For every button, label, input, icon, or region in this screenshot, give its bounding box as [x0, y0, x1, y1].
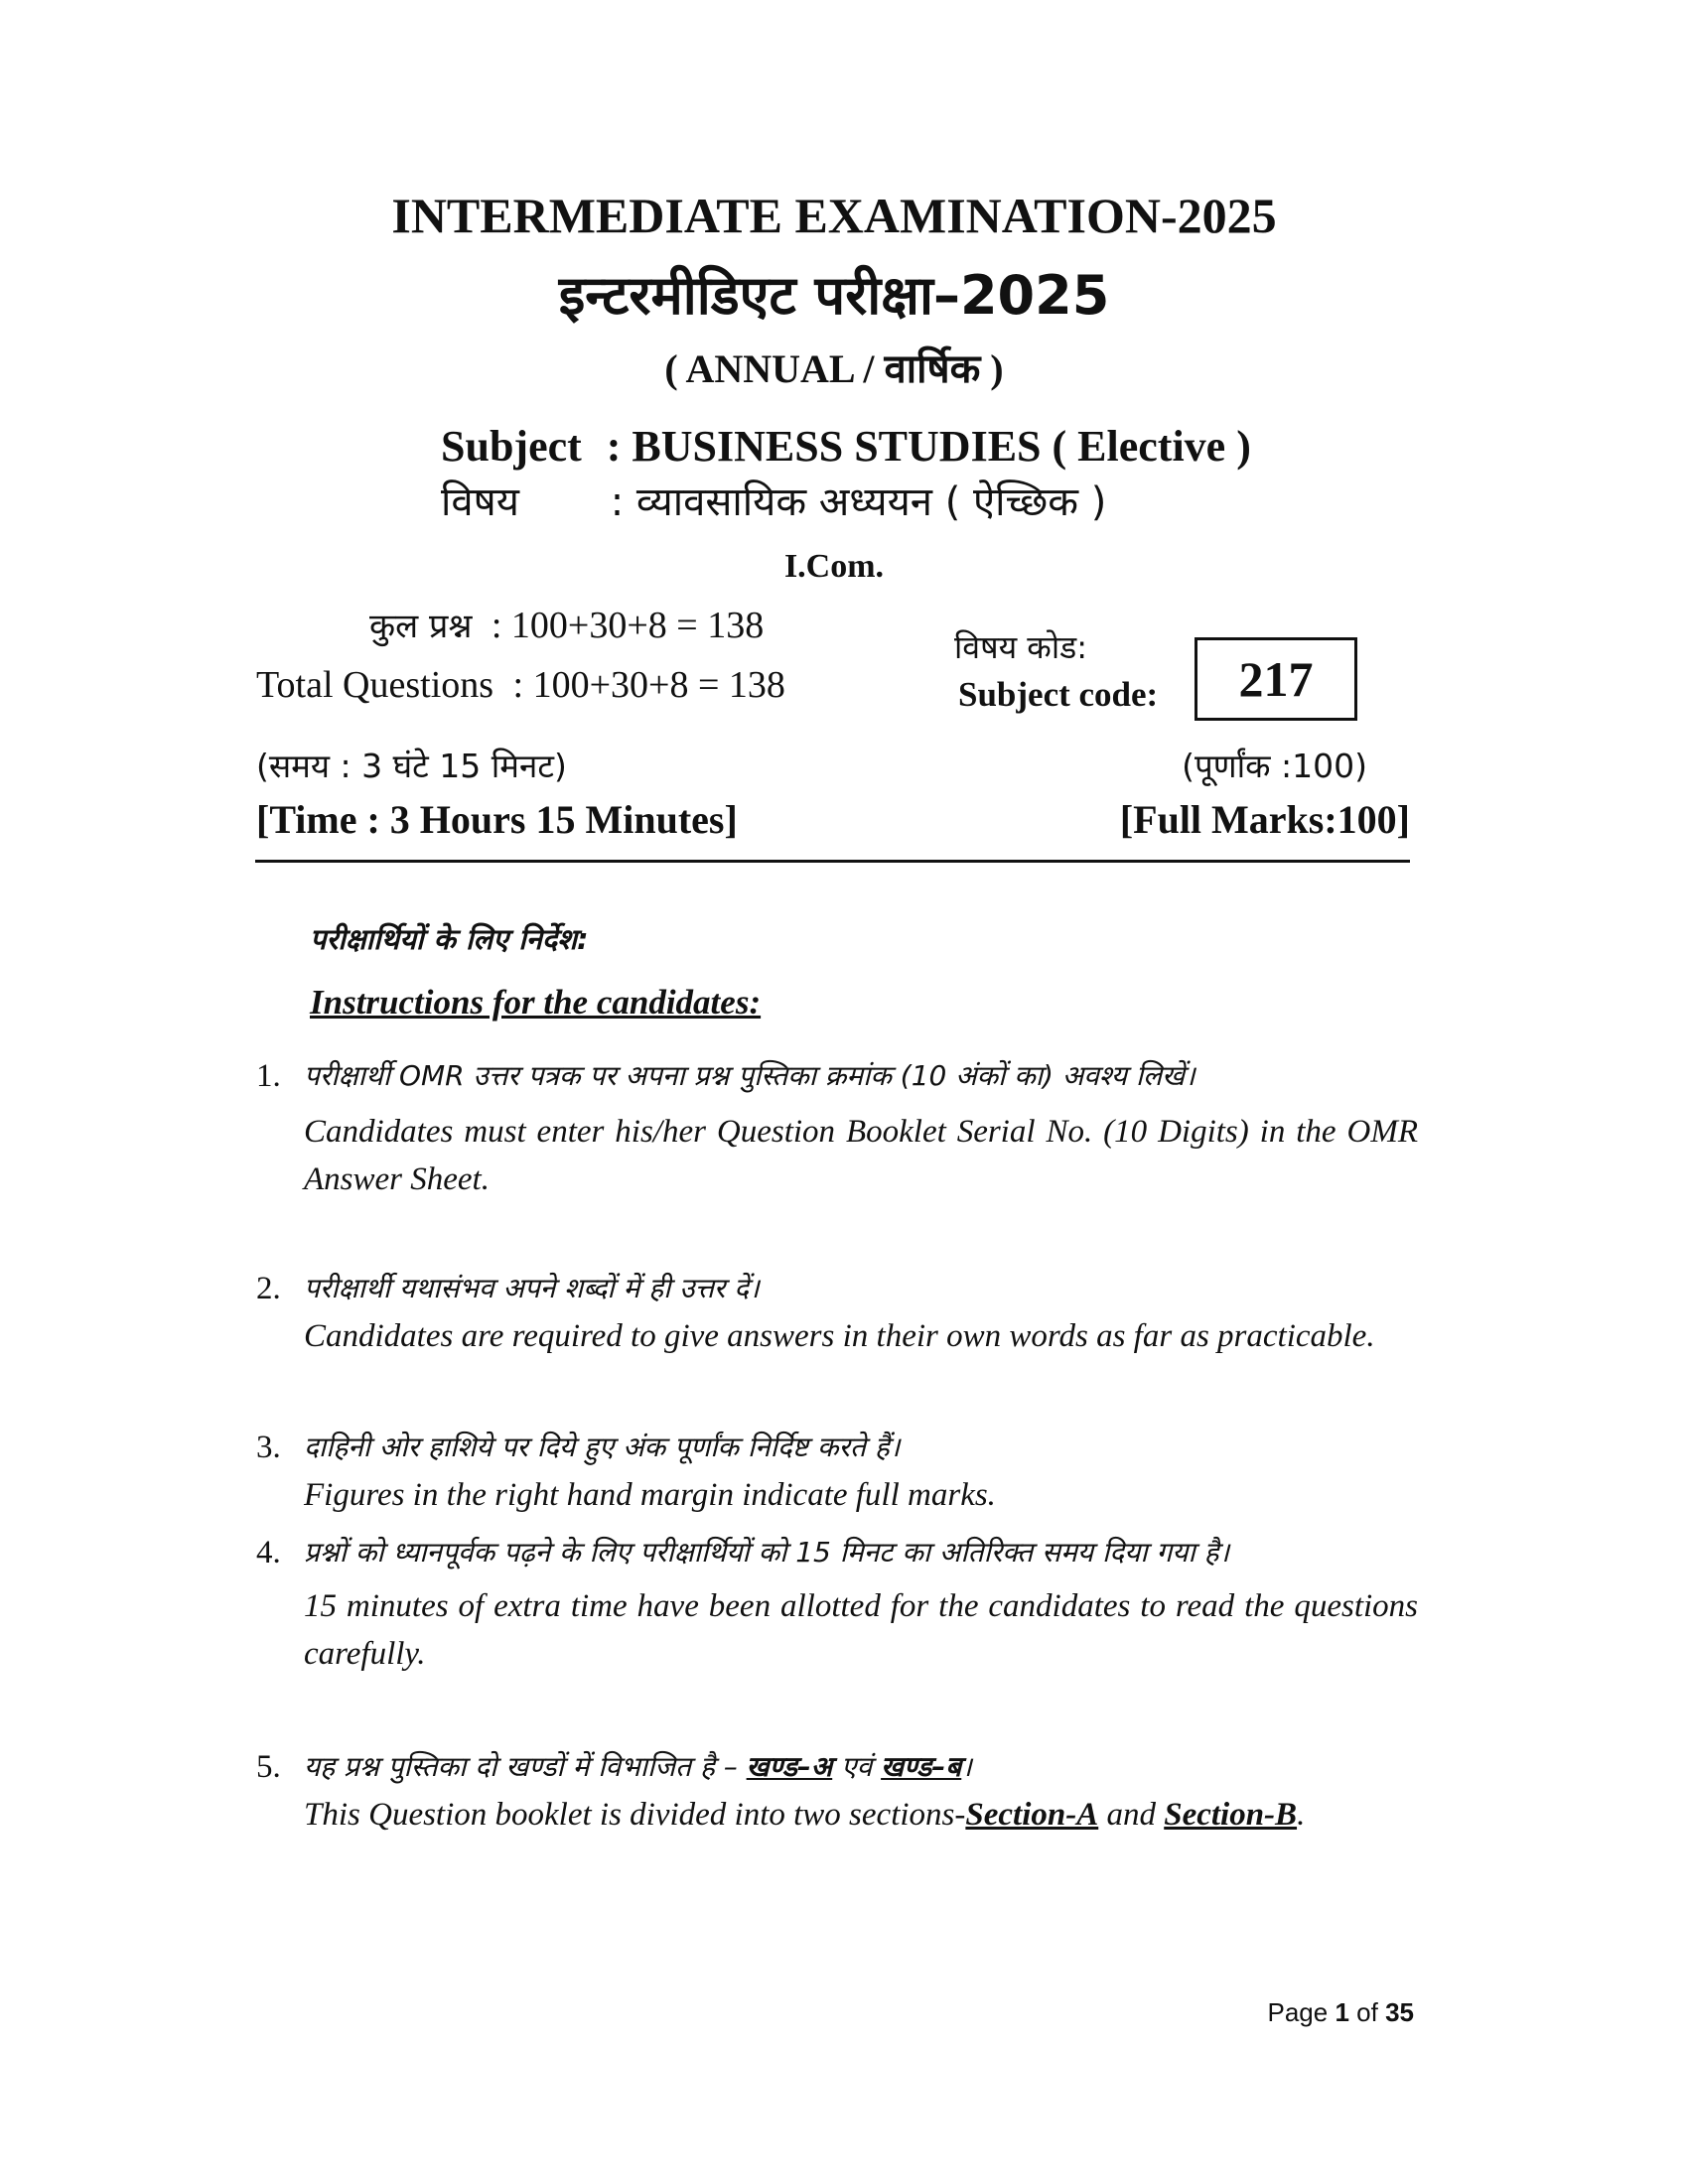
instructions-heading-en: Instructions for the candidates: [310, 983, 762, 1022]
subject-code-label-hi: विषय कोड: [954, 628, 1088, 666]
instruction-item [256, 1052, 1418, 1203]
text: । [961, 1750, 972, 1783]
total-questions-en [256, 663, 785, 707]
item-text-en: Figures in the right hand margin indicate full marks. [304, 1477, 996, 1513]
instruction-item [256, 1743, 1418, 1839]
item-number: 3. [256, 1430, 281, 1465]
page-label: Page [1267, 1997, 1329, 2027]
text: एवं [841, 1750, 873, 1783]
total-questions-hi [369, 602, 764, 647]
subject-value: : BUSINESS STUDIES ( Elective ) [606, 422, 1251, 471]
item-number: 2. [256, 1271, 281, 1306]
marks-en: [Full Marks:100] [1119, 797, 1410, 842]
current-page: 1 [1335, 1997, 1349, 2027]
text: This Question booklet is divided into two sections- [304, 1797, 966, 1833]
item-number: 1. [256, 1058, 281, 1094]
section-b-hi: खण्ड–ब [881, 1750, 962, 1783]
item-text-en [304, 1791, 1418, 1839]
item-text-en: 15 minutes of extra time have been allotted for the candidates to read the questions carefully. [304, 1588, 1418, 1672]
instruction-item [256, 1265, 1418, 1360]
item-number: 4. [256, 1535, 281, 1570]
item-number: 5. [256, 1749, 281, 1785]
subject-line-en [441, 421, 1251, 472]
total-q-hi-label: कुल प्रश्न [369, 607, 473, 646]
item-text-hi: परीक्षार्थी OMR उत्तर पत्रक पर अपना प्रश्न पुस्तिका क्रमांक (10 अंकों का) अवश्य लिखें। [304, 1059, 1196, 1092]
item-text-hi: दाहिनी ओर हाशिये पर दिये हुए अंक पूर्णांक निर्दिष्ट करते हैं। [304, 1431, 901, 1463]
instruction-item [256, 1529, 1418, 1678]
subject-label: Subject [441, 422, 582, 471]
total-pages: 35 [1385, 1997, 1414, 2027]
marks-hi: (पूर्णांक :100) [1182, 747, 1367, 785]
time-hi: (समय : 3 घंटे 15 मिनट) [256, 747, 567, 785]
text: यह प्रश्न पुस्तिका दो खण्डों में विभाजित है – [304, 1750, 738, 1783]
divider [255, 860, 1410, 863]
subject-value-hi: : व्यावसायिक अध्ययन ( ऐच्छिक ) [610, 479, 1107, 525]
subject-code-label: Subject code: [958, 675, 1159, 714]
item-text-hi [304, 1743, 1418, 1791]
text: and [1106, 1797, 1156, 1833]
item-text-hi: प्रश्नों को ध्यानपूर्वक पढ़ने के लिए परीक्षार्थियों को 15 मिनट का अतिरिक्त समय दिया गया है। [304, 1536, 1230, 1569]
subject-line-hi [441, 473, 1106, 527]
total-q-hi-value: : 100+30+8 = 138 [491, 605, 765, 646]
total-q-en-value: : 100+30+8 = 138 [512, 664, 785, 706]
section-a: Section-A [965, 1797, 1099, 1833]
item-text-en: Candidates must enter his/her Question Booklet Serial No. (10 Digits) in the OMR Answer Sheet. [304, 1114, 1418, 1197]
section-a-hi: खण्ड–अ [746, 1750, 833, 1783]
subject-label-hi: विषय [441, 479, 519, 525]
exam-title: INTERMEDIATE EXAMINATION-2025 [391, 188, 1277, 243]
exam-title-hindi: इन्टरमीडिएट परीक्षा–2025 [558, 264, 1110, 327]
section-b: Section-B [1164, 1797, 1298, 1833]
instructions-heading-hi: परीक्षार्थियों के लिए निर्देश: [310, 922, 589, 956]
item-text-hi: परीक्षार्थी यथासंभव अपने शब्दों में ही उत्तर दें। [304, 1272, 760, 1304]
page-number [1267, 1997, 1414, 2028]
time-en: [Time : 3 Hours 15 Minutes] [256, 797, 738, 842]
item-text-en: Candidates are required to give answers in their own words as far as practicable. [304, 1318, 1375, 1354]
subject-code-box: 217 [1195, 637, 1357, 721]
instruction-item [256, 1424, 1418, 1519]
total-q-en-label: Total Questions [256, 664, 494, 706]
exam-type: ( ANNUAL / वार्षिक ) [664, 346, 1004, 391]
text: . [1297, 1797, 1306, 1833]
stream: I.Com. [783, 548, 885, 585]
of-label: of [1356, 1997, 1378, 2027]
